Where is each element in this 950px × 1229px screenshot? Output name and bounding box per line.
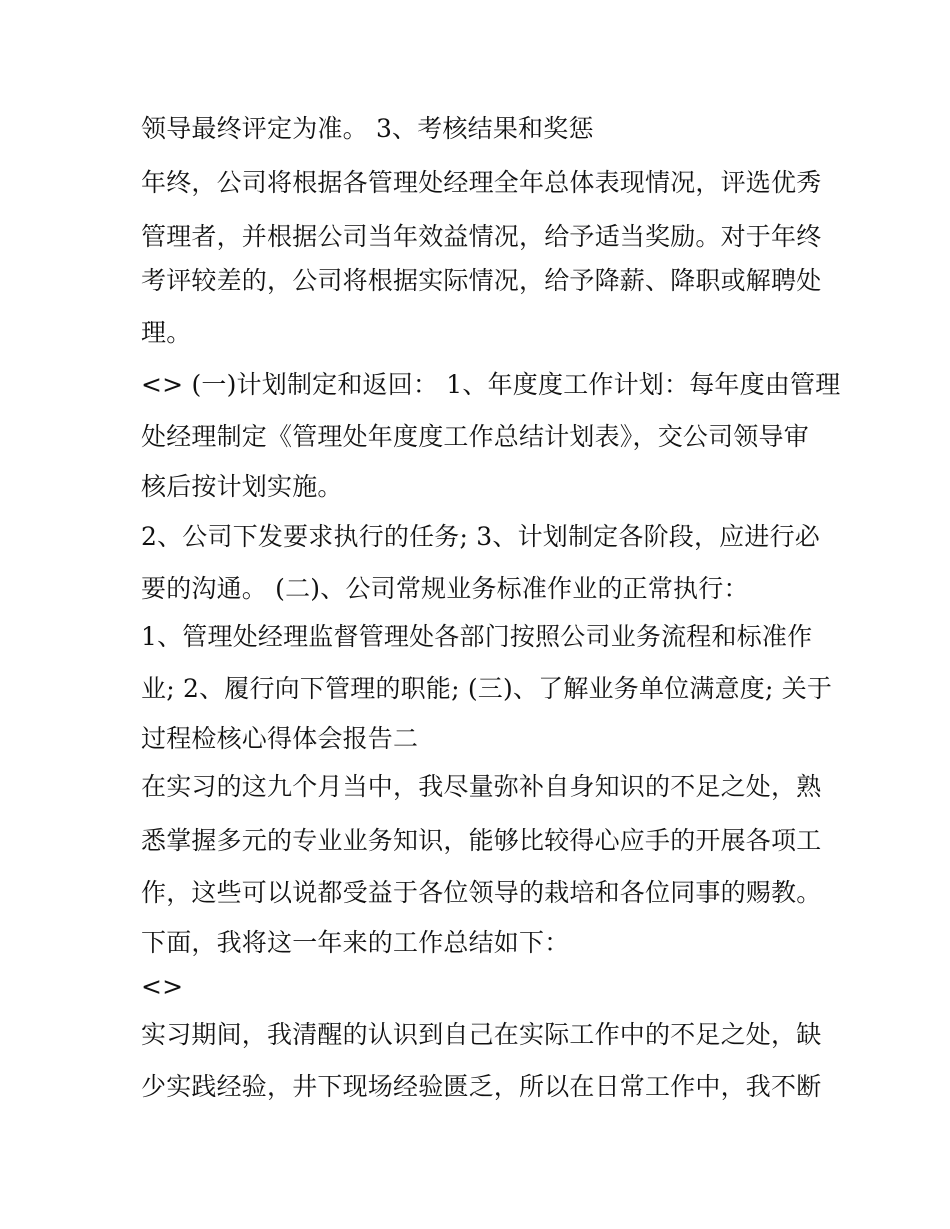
text-line: 作，这些可以说都受益于各位领导的栽培和各位同事的赐教。 — [141, 878, 822, 907]
text-line: 实习期间，我清醒的认识到自己在实际工作中的不足之处，缺 — [141, 1020, 822, 1049]
text-line: <> (一)计划制定和返回： 1、年度度工作计划：每年度由管理 — [141, 370, 841, 399]
text-line: 在实习的这九个月当中，我尽量弥补自身知识的不足之处，熟 — [141, 772, 822, 801]
text-line: <> — [141, 972, 184, 1001]
text-line: 下面，我将这一年来的工作总结如下： — [141, 928, 570, 957]
text-line: 2、公司下发要求执行的任务; 3、计划制定各阶段，应进行必 — [141, 522, 820, 551]
text-line: 考评较差的，公司将根据实际情况，给予降薪、降职或解聘处 — [141, 266, 822, 295]
text-line: 1、管理处经理监督管理处各部门按照公司业务流程和标准作 — [141, 622, 813, 651]
text-line: 领导最终评定为准。 3、考核结果和奖惩 — [141, 114, 594, 143]
text-line: 核后按计划实施。 — [141, 472, 343, 501]
text-line: 管理者，并根据公司当年效益情况，给予适当奖励。对于年终 — [141, 222, 822, 251]
text-line: 要的沟通。 (二)、公司常规业务标准作业的正常执行： — [141, 574, 749, 603]
text-line: 过程检核心得体会报告二 — [141, 724, 419, 753]
text-line: 处经理制定《管理处年度度工作总结计划表》，交公司领导审 — [141, 422, 809, 451]
text-line: 年终，公司将根据各管理处经理全年总体表现情况，评选优秀 — [141, 168, 822, 197]
text-line: 少实践经验，井下现场经验匮乏，所以在日常工作中，我不断 — [141, 1072, 822, 1101]
text-line: 业; 2、履行向下管理的职能; (三)、了解业务单位满意度; 关于 — [141, 674, 833, 703]
text-line: 悉掌握多元的专业业务知识，能够比较得心应手的开展各项工 — [141, 826, 822, 855]
text-line: 理。 — [141, 318, 192, 347]
